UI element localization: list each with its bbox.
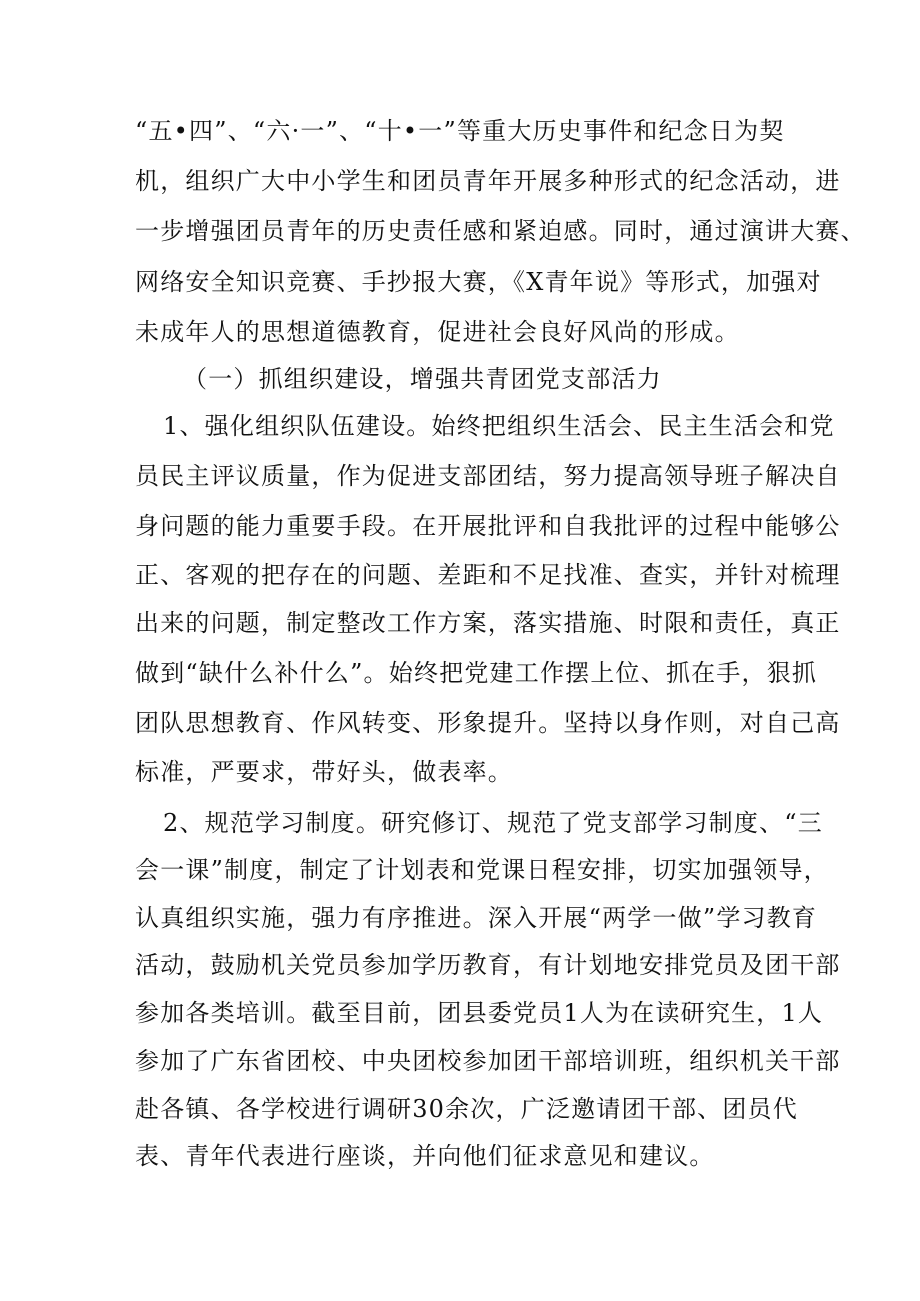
paragraph-line: 赴各镇、各学校进行调研30余次，广泛邀请团干部、团员代 [135, 1095, 798, 1123]
paragraph-line: 机，组织广大中小学生和团员青年开展多种形式的纪念活动，进 [135, 167, 841, 195]
paragraph-line: 标准，严要求，带好头，做表率。 [135, 758, 513, 786]
paragraph-line: 会一课”制度，制定了计划表和党课日程安排，切实加强领导， [135, 856, 829, 884]
paragraph-line: 员民主评议质量，作为促进支部团结，努力提高领导班子解决自 [135, 462, 841, 490]
paragraph-line: 一步增强团员青年的历史责任感和紧迫感。同时，通过演讲大赛、 [135, 217, 866, 245]
paragraph-line: 身问题的能力重要手段。在开展批评和自我批评的过程中能够公 [135, 512, 841, 540]
paragraph-line: 网络安全知识竞赛、手抄报大赛，《X青年说》等形式，加强对 [135, 268, 822, 296]
paragraph-line: 参加了广东省团校、中央团校参加团干部培训班，组织机关干部 [135, 1047, 841, 1075]
paragraph-line: 2、规范学习制度。研究修订、规范了党支部学习制度、“三 [163, 809, 823, 837]
paragraph-line: 未成年人的思想道德教育，促进社会良好风尚的形成。 [135, 318, 740, 346]
paragraph-line: 表、青年代表进行座谈，并向他们征求意见和建议。 [135, 1142, 715, 1170]
paragraph-line: 正、客观的把存在的问题、差距和不足找准、查实，并针对梳理 [135, 561, 841, 589]
paragraph-line: “五•四”、“六·一”、“十•一”等重大历史事件和纪念日为契 [135, 117, 785, 145]
paragraph-line: 1、强化组织队伍建设。始终把组织生活会、民主生活会和党 [163, 412, 835, 440]
section-heading: （一）抓组织建设，增强共青团党支部活力 [183, 365, 662, 393]
paragraph-line: 出来的问题，制定整改工作方案，落实措施、时限和责任，真正 [135, 609, 841, 637]
paragraph-line: 认真组织实施，强力有序推进。深入开展“两学一做”学习教育 [135, 904, 818, 932]
paragraph-line: 做到“缺什么补什么”。始终把党建工作摆上位、抓在手，狠抓 [135, 659, 818, 687]
paragraph-line: 参加各类培训。截至目前，团县委党员1人为在读研究生，1人 [135, 999, 824, 1027]
paragraph-line: 团队思想教育、作风转变、形象提升。坚持以身作则，对自己高 [135, 709, 841, 737]
paragraph-line: 活动，鼓励机关党员参加学历教育，有计划地安排党员及团干部 [135, 951, 841, 979]
